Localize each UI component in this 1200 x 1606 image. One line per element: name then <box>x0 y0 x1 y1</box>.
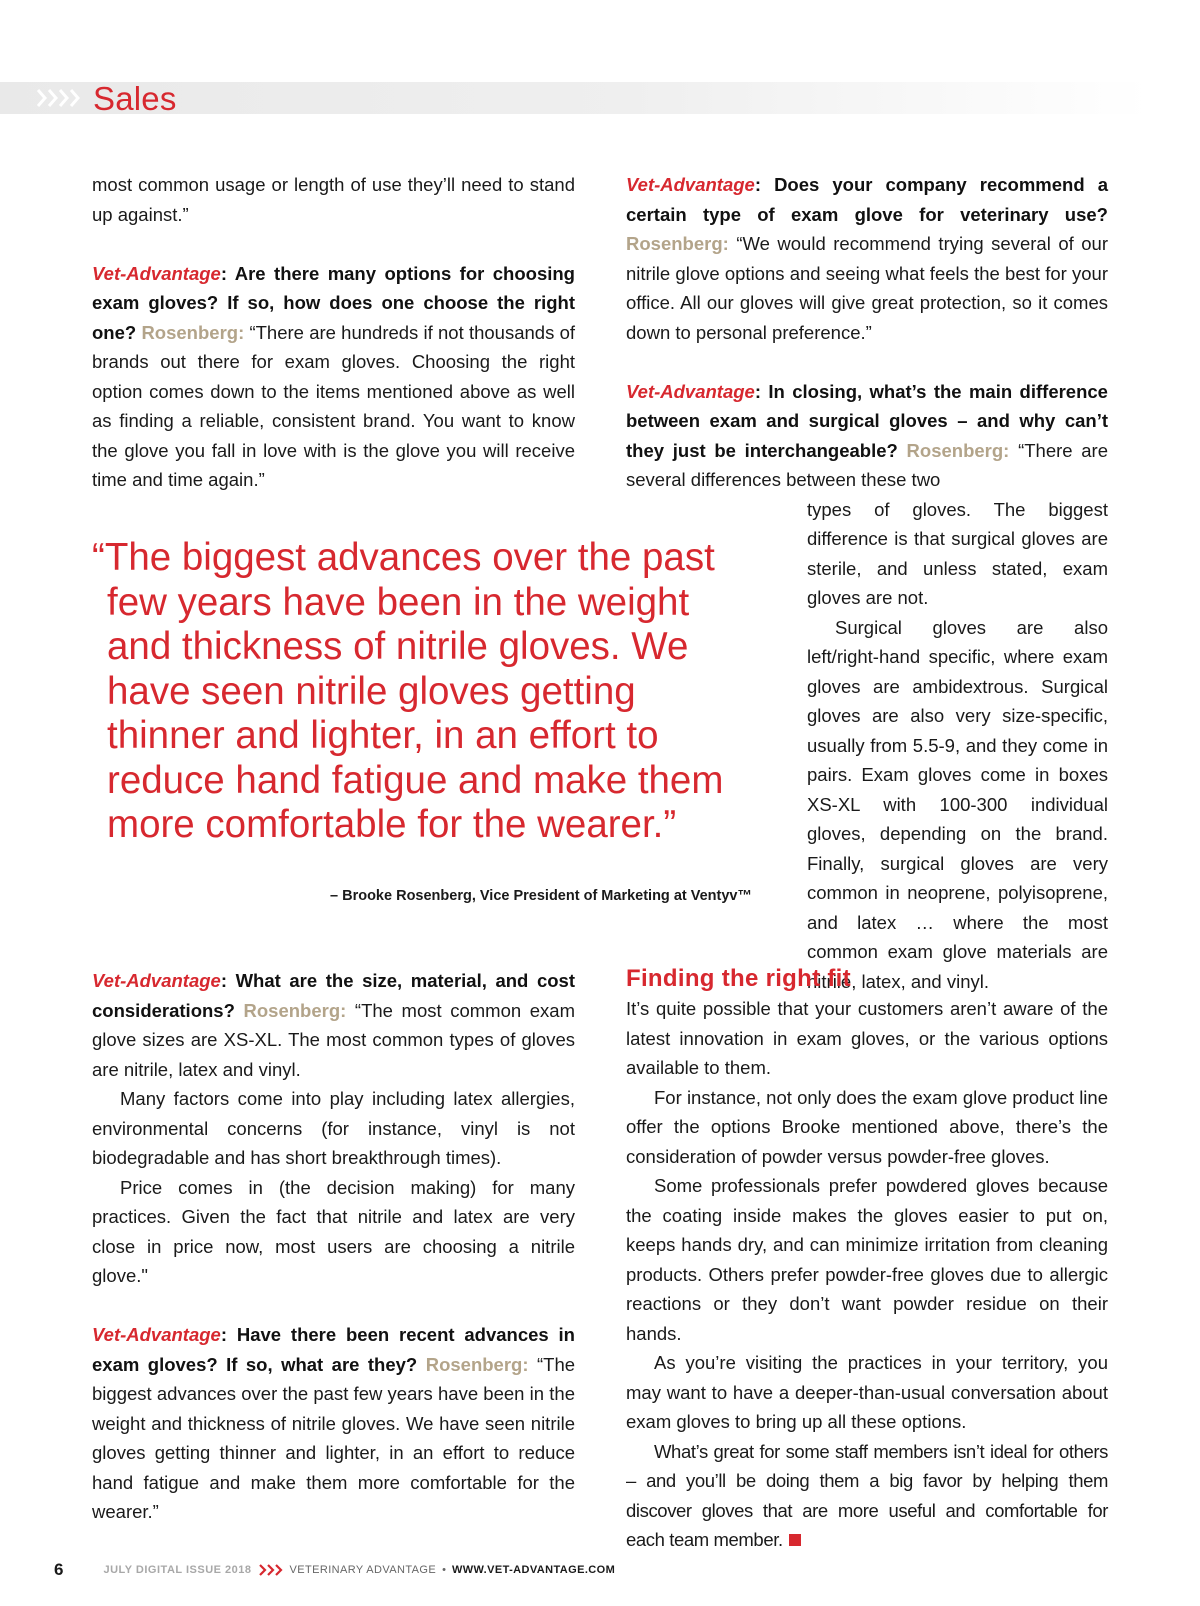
vet-advantage-label: Vet-Advantage <box>92 262 221 284</box>
speaker-label: Rosenberg: <box>906 439 1010 461</box>
pull-quote-attribution: – Brooke Rosenberg, Vice President of Marketing at Ventyv™ <box>330 888 752 904</box>
vet-advantage-label: Vet-Advantage <box>92 1324 221 1345</box>
final-paragraph-text: What’s great for some staff members isn’t ideal for others – and you’ll be doing them a big favor by helping them discover gloves that are more useful and comfortable for each team member. <box>626 1440 1108 1550</box>
continued-paragraph: most common usage or length of use they’ll need to stand up against.” <box>92 174 575 225</box>
magazine-url[interactable]: WWW.VET-ADVANTAGE.COM <box>451 1564 616 1576</box>
question-text: Does your company recommend a certain type of exam glove for veterinary use? <box>626 174 1108 225</box>
speaker-label: Rosenberg: <box>243 999 347 1021</box>
section-title: Sales <box>93 80 177 117</box>
answer-paragraph: Price comes in (the decision making) for many practices. Given the fact that nitrile and latex are very close in price now, most users are choosing a nitrile glove." <box>92 1176 575 1286</box>
subheading-finding-right-fit: Finding the right fit <box>626 965 851 992</box>
left-column-bottom <box>92 966 575 1527</box>
answer-paragraph: Many factors come into play including latex allergies, environmental concerns (for instance, vinyl is not biodegradable and has short breakthrough times). <box>92 1088 575 1168</box>
speaker-label: Rosenberg: <box>141 321 245 343</box>
body-paragraph-final <box>626 1437 1108 1555</box>
answer-text-continued: types of gloves. The biggest difference is that surgical gloves are sterile, and unless stated, exam gloves are not. <box>807 498 1108 608</box>
page-footer <box>54 1560 615 1580</box>
interview-item-recommendation: Vet-Advantage: Does your company recommend a certain type of exam glove for veterinary use? Rosenberg: “We would recommend trying several of our nitrile glove options and seeing what feels the best for your office. All our gloves will give great protection, so it comes down to personal preference.” <box>626 174 1108 343</box>
answer-text: “We would recommend trying several of our nitrile glove options and seeing what feels the best for your office. All our gloves will give great protection, so it comes down to personal preference.” <box>626 233 1108 343</box>
pull-quote: “The biggest advances over the past few years have been in the weight and thickness of nitrile gloves. We have seen nitrile gloves getting thinner and lighter, in an effort to reduce hand fatigue and make them more comfortable for the wearer.” <box>92 536 724 846</box>
triple-chevron-right-icon <box>36 84 80 112</box>
question-text: In closing, what’s the main difference between exam and surgical gloves – and why can’t they just be interchangeable? <box>626 380 1108 461</box>
issue-label: JULY DIGITAL ISSUE 2018 <box>103 1564 252 1576</box>
interview-item-advances: Vet-Advantage: Have there been recent advances in exam gloves? If so, what are they? Rosenberg: “The biggest advances over the past few years have been in the weight and thickness of nitrile gloves. We have seen nitrile gloves getting thinner and lighter, in an effort to reduce hand fatigue and make them more comfortable for the wearer.” <box>92 1324 576 1522</box>
vet-advantage-label: Vet-Advantage <box>626 174 755 195</box>
answer-paragraph: Surgical gloves are also left/right-hand specific, where exam gloves are ambidextrous. Surgical gloves are also very size-specific, usually from 5.5-9, and they come in pairs. Exam gloves come in boxes XS-XL with 100-300 individual gloves, depending on the brand. Finally, surgical gloves are very common in neoprene, polyisoprene, and latex … where the most common exam glove materials are nitrile, latex, and vinyl. <box>807 616 1108 992</box>
interview-item-differences: Vet-Advantage: In closing, what’s the main difference between exam and surgical gloves – and why can’t they just be interchangeable? Rosenberg: “There are several differences between these two <box>626 380 1108 490</box>
wrapped-answer-block <box>807 495 1108 997</box>
question-text: Are there many options for choosing exam gloves? If so, how does one choose the right one? <box>92 262 575 343</box>
body-paragraph: For instance, not only does the exam glove product line offer the options Brooke mentioned above, there’s the consideration of powder versus powder-free gloves. <box>626 1086 1108 1167</box>
page-number: 6 <box>54 1560 64 1579</box>
end-of-article-square-icon <box>789 1534 801 1546</box>
interview-item-considerations: Vet-Advantage: What are the size, material, and cost considerations? Rosenberg: “The most common exam glove sizes are XS-XL. The most common types of gloves are nitrile, latex and vinyl. <box>92 970 576 1080</box>
question-text: What are the size, material, and cost considerations? <box>92 970 575 1021</box>
left-column-top <box>92 170 575 495</box>
answer-text: “There are hundreds if not thousands of brands out there for exam gloves. Choosing the right option comes down to the items mentioned above as well as finding a reliable, consistent brand. You want to know the glove you fall in love with is the glove you will receive time and time again.” <box>92 321 575 490</box>
body-paragraph: As you’re visiting the practices in your territory, you may want to have a deeper-than-usual conversation about exam gloves to bring up all these options. <box>626 1352 1108 1432</box>
interview-item-options: Vet-Advantage: Are there many options for choosing exam gloves? If so, how does one choose the right one? Rosenberg: “There are hundreds if not thousands of brands out there for exam gloves. Choosing the right option comes down to the items mentioned above as well as finding a reliable, consistent brand. You want to know the glove you fall in love with is the glove you will receive time and time again.” <box>92 262 575 490</box>
body-paragraph: It’s quite possible that your customers aren’t aware of the latest innovation in exam gloves, or the various options available to them. <box>626 998 1108 1078</box>
footer-separator: • <box>442 1564 446 1576</box>
speaker-label: Rosenberg: <box>425 1353 529 1375</box>
body-paragraph: Some professionals prefer powdered gloves because the coating inside makes the gloves easier to put on, keeps hands dry, and can minimize irritation from cleaning products. Others prefer powder-free gloves due to allergic reactions or they don’t want powder residue on their hands. <box>626 1175 1108 1344</box>
answer-text: “The most common exam glove sizes are XS-XL. The most common types of gloves are nitrile, latex and vinyl. <box>92 999 576 1080</box>
vet-advantage-label: Vet-Advantage <box>92 970 221 991</box>
triple-chevron-right-icon <box>259 1564 285 1576</box>
speaker-label: Rosenberg: <box>626 233 729 254</box>
answer-text-lead: “There are several differences between these two <box>626 439 1108 490</box>
vet-advantage-label: Vet-Advantage <box>626 380 755 402</box>
answer-text: “The biggest advances over the past few years have been in the weight and thickness of nitrile gloves. We have seen nitrile gloves getting thinner and lighter, in an effort to reduce hand fatigue and make them more comfortable for the wearer.” <box>92 1353 576 1522</box>
right-column-bottom <box>626 964 1108 1555</box>
magazine-name: VETERINARY ADVANTAGE <box>289 1564 437 1576</box>
question-text: Have there been recent advances in exam gloves? If so, what are they? <box>92 1324 575 1375</box>
